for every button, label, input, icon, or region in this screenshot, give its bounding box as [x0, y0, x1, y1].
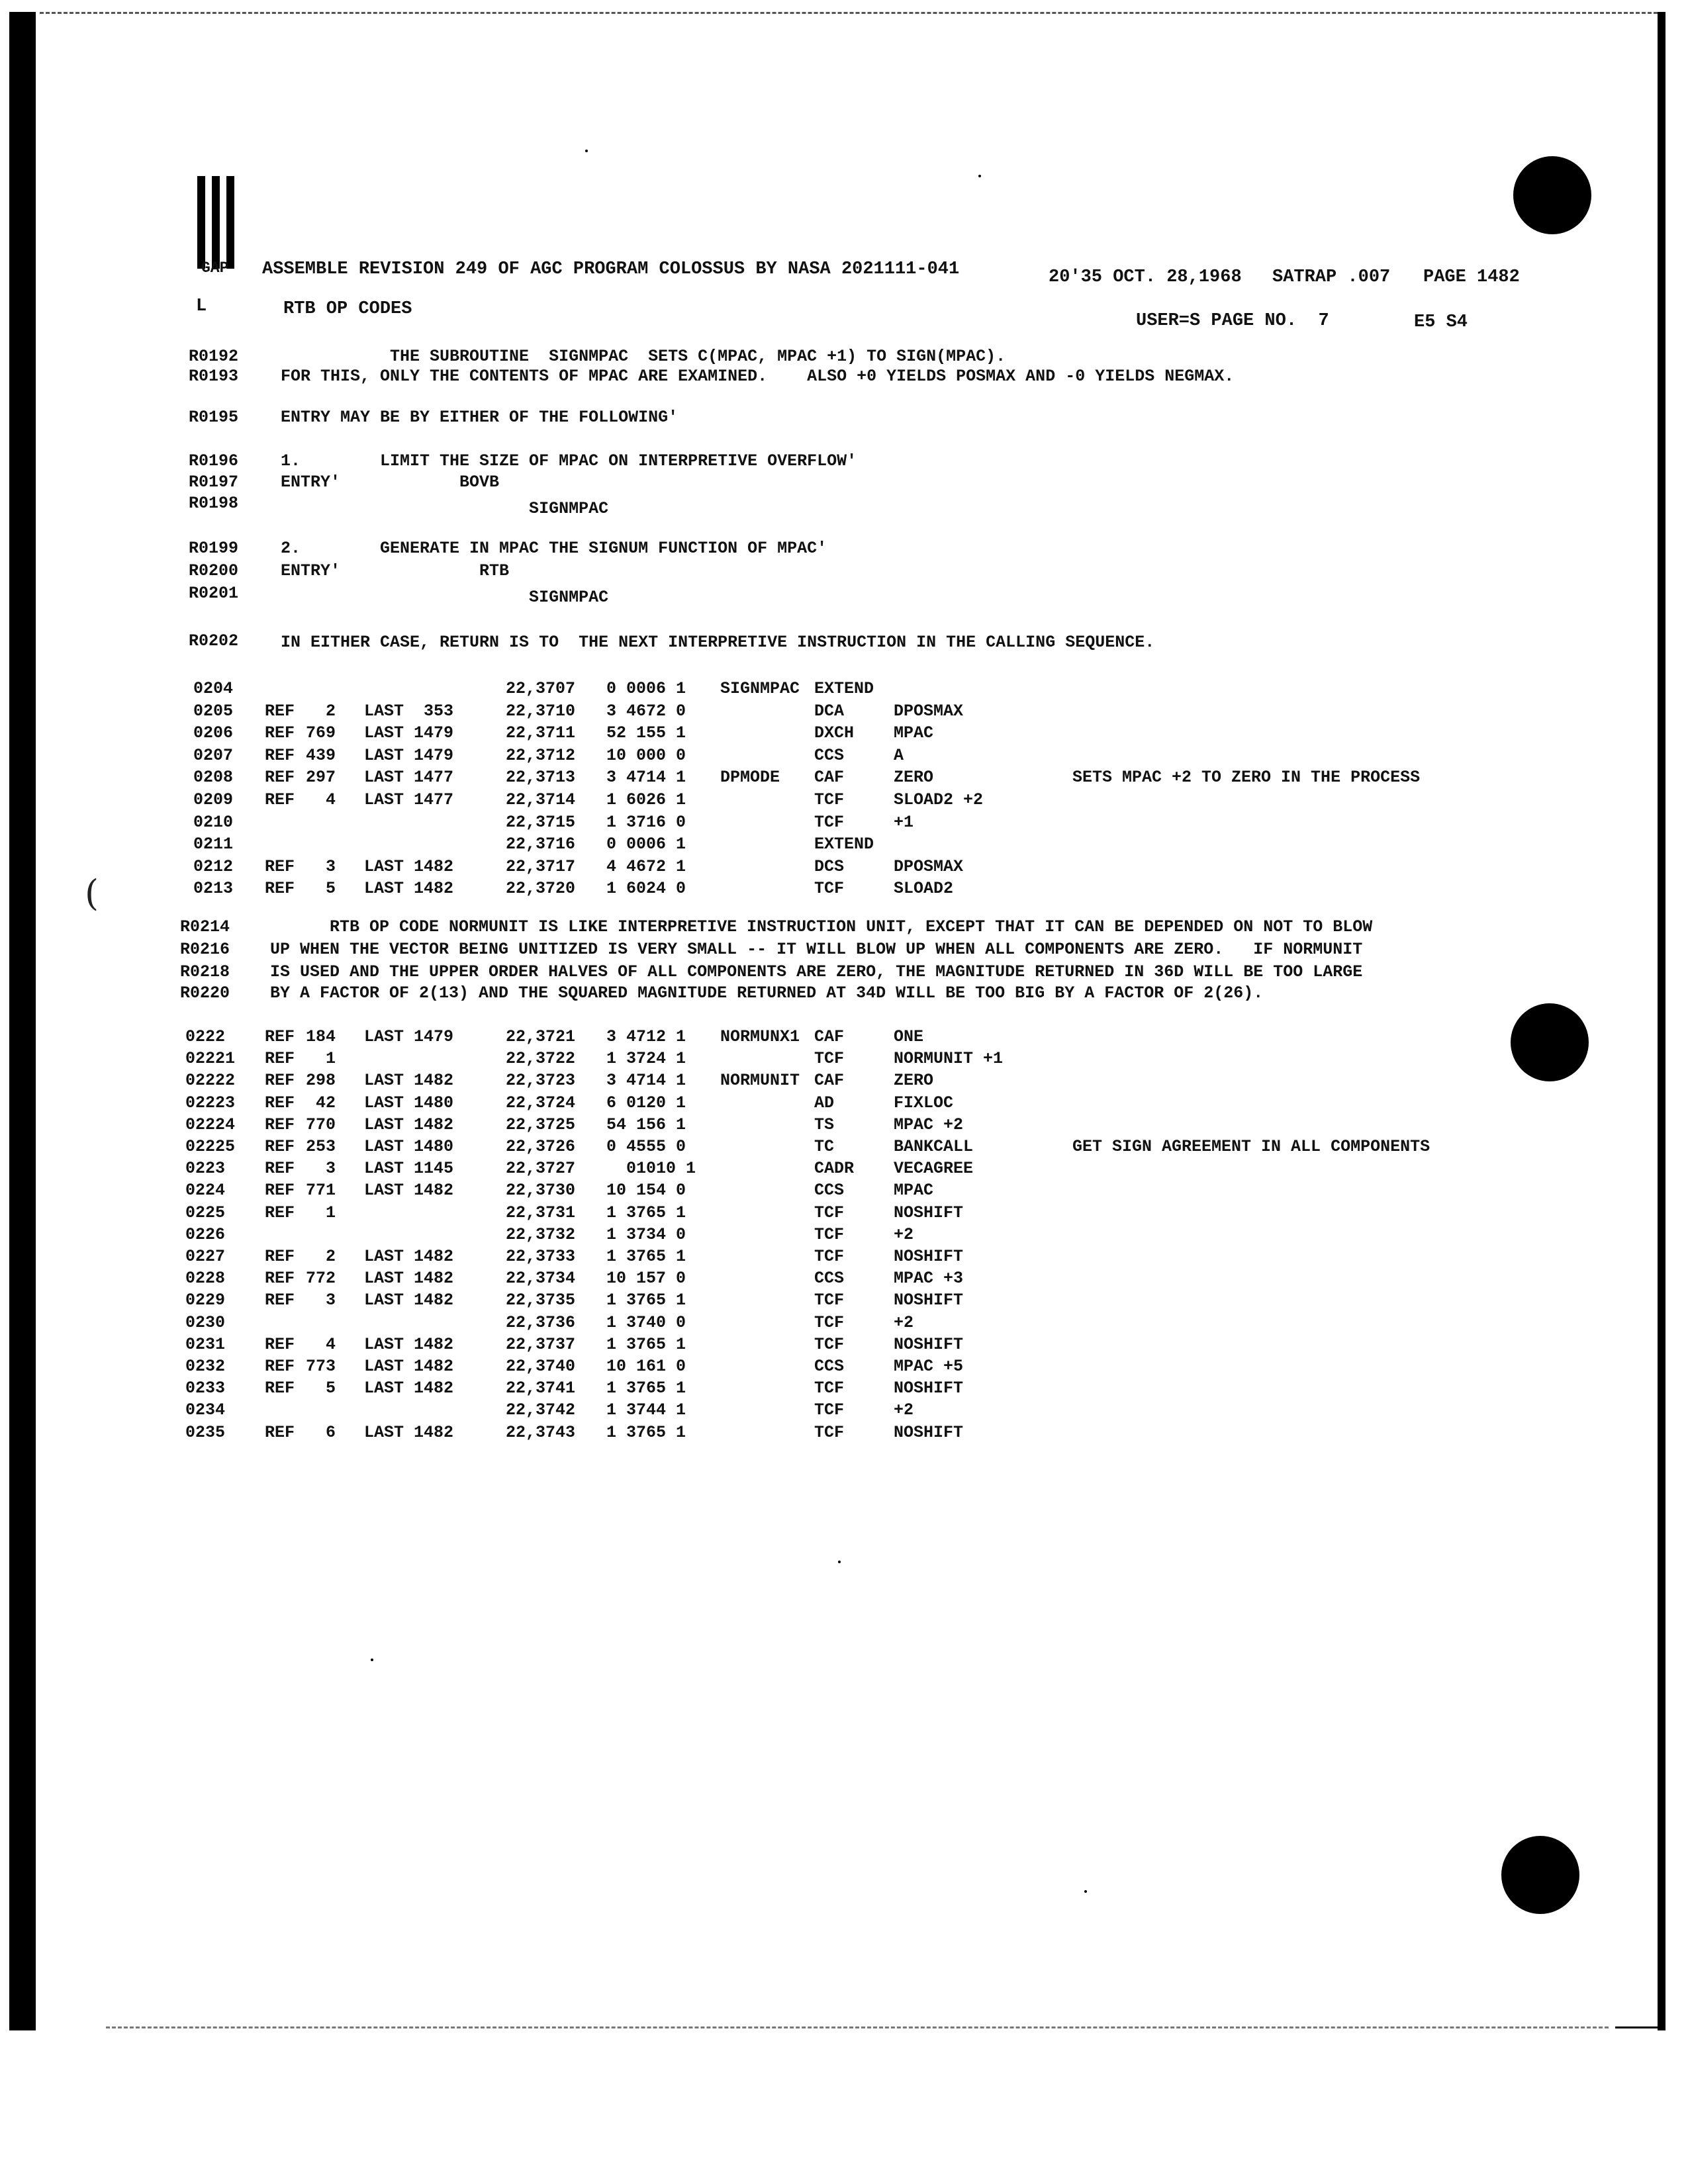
comment-line: IS USED AND THE UPPER ORDER HALVES OF ALL COMPONENTS ARE ZERO, THE MAGNITUDE RETURNED IN 36D WILL BE TOO LARGE: [270, 962, 1363, 981]
address: 22,3730: [506, 1181, 576, 1201]
opcode: EXTEND: [814, 679, 874, 698]
comment-line: FOR THIS, ONLY THE CONTENTS OF MPAC ARE EXAMINED. ALSO +0 YIELDS POSMAX AND -0 YIELDS NEGMAX.: [281, 367, 1235, 386]
comment-line: BY A FACTOR OF 2(13) AND THE SQUARED MAGNITUDE RETURNED AT 34D WILL BE TOO BIG BY A FACTOR OF 2(26).: [270, 983, 1264, 1003]
ref-count: 439: [306, 745, 336, 765]
operand: DPOSMAX: [894, 701, 964, 721]
opcode: EXTEND: [814, 835, 874, 854]
address: 22,3743: [506, 1422, 576, 1442]
octal-word: 1 3765 1: [606, 1334, 686, 1354]
ref-number: R0216: [180, 940, 230, 959]
ref-keyword: REF: [265, 1181, 295, 1201]
top-perforation-line: [40, 12, 1658, 14]
last-reference: LAST 1482: [364, 1379, 454, 1398]
ref-keyword: REF: [265, 723, 295, 743]
ref-keyword: REF: [265, 1334, 295, 1354]
address: 22,3717: [506, 856, 576, 876]
opcode: TCF: [814, 879, 845, 899]
speck: [1084, 1890, 1087, 1893]
line-number: 0206: [193, 723, 234, 743]
tally-marks-icon: [197, 176, 238, 269]
ref-count: 770: [306, 1115, 336, 1134]
header-title: ASSEMBLE REVISION 249 OF AGC PROGRAM COLOSSUS BY NASA 2021111-041: [262, 259, 960, 279]
octal-word: 1 6024 0: [606, 879, 686, 899]
address: 22,3720: [506, 879, 576, 899]
ref-keyword: REF: [265, 1203, 295, 1222]
operand: NOSHIFT: [894, 1247, 964, 1266]
comment-line: SIGNMPAC: [281, 499, 609, 518]
opcode: TCF: [814, 1379, 845, 1398]
label: SIGNMPAC: [720, 679, 800, 698]
header-timestamp: 20'35 OCT. 28,1968: [1049, 267, 1242, 287]
comment-line: 1. LIMIT THE SIZE OF MPAC ON INTERPRETIVE OVERFLOW': [281, 451, 857, 471]
address: 22,3742: [506, 1400, 576, 1420]
opcode: TCF: [814, 1312, 845, 1332]
opcode: CAF: [814, 1071, 845, 1091]
address: 22,3723: [506, 1071, 576, 1091]
user-page-number: USER=S PAGE NO. 7: [1136, 311, 1329, 331]
line-number: 02222: [185, 1071, 236, 1091]
line-number: 0234: [185, 1400, 226, 1420]
operand: +2: [894, 1312, 914, 1332]
ref-keyword: REF: [265, 745, 295, 765]
octal-word: 10 154 0: [606, 1181, 686, 1201]
ref-count: 3: [326, 1291, 336, 1310]
comment-line: IN EITHER CASE, RETURN IS TO THE NEXT INTERPRETIVE INSTRUCTION IN THE CALLING SEQUENCE.: [281, 633, 1155, 652]
line-number: 0207: [193, 745, 234, 765]
ref-keyword: REF: [265, 1137, 295, 1156]
operand: DPOSMAX: [894, 856, 964, 876]
ref-number: R0196: [189, 451, 239, 471]
ref-count: 297: [306, 768, 336, 788]
header-marker: GAP: [201, 259, 229, 277]
line-number: 0210: [193, 812, 234, 832]
operand: MPAC +2: [894, 1115, 964, 1134]
operand: NOSHIFT: [894, 1203, 964, 1222]
octal-word: 1 3734 0: [606, 1224, 686, 1244]
ref-keyword: REF: [265, 1115, 295, 1134]
last-reference: LAST 1482: [364, 1422, 454, 1442]
octal-word: 1 3765 1: [606, 1291, 686, 1310]
comment-line: RTB OP CODE NORMUNIT IS LIKE INTERPRETIVE INSTRUCTION UNIT, EXCEPT THAT IT CAN BE DEPENDED ON NOT TO BLOW: [270, 917, 1373, 936]
last-reference: LAST 1477: [364, 790, 454, 809]
address: 22,3713: [506, 768, 576, 788]
ref-keyword: REF: [265, 1269, 295, 1289]
address: 22,3712: [506, 745, 576, 765]
ref-keyword: REF: [265, 1357, 295, 1376]
operand: +1: [894, 812, 914, 832]
line-number: 0230: [185, 1312, 226, 1332]
octal-word: 4 4672 1: [606, 856, 686, 876]
line-number: 0204: [193, 679, 234, 698]
ref-count: 184: [306, 1027, 336, 1046]
operand: NOSHIFT: [894, 1379, 964, 1398]
ref-keyword: REF: [265, 1291, 295, 1310]
line-number: 0225: [185, 1203, 226, 1222]
address: 22,3736: [506, 1312, 576, 1332]
address: 22,3726: [506, 1137, 576, 1156]
ref-keyword: REF: [265, 1027, 295, 1046]
address: 22,3724: [506, 1093, 576, 1113]
opcode: CCS: [814, 1357, 845, 1376]
octal-word: 1 3765 1: [606, 1247, 686, 1266]
ref-number: R0200: [189, 561, 239, 580]
octal-word: 1 3765 1: [606, 1422, 686, 1442]
opcode: TC: [814, 1137, 835, 1156]
last-reference: LAST 1479: [364, 723, 454, 743]
ref-number: R0214: [180, 917, 230, 936]
comment-line: ENTRY' BOVB: [281, 473, 500, 492]
opcode: DCA: [814, 701, 845, 721]
line-number: 0231: [185, 1334, 226, 1354]
left-border-bar: [9, 12, 36, 2030]
last-reference: LAST 1482: [364, 1334, 454, 1354]
section-title: RTB OP CODES: [283, 299, 412, 319]
opcode: TCF: [814, 812, 845, 832]
line-number: 0209: [193, 790, 234, 809]
last-reference: LAST 1482: [364, 1269, 454, 1289]
line-number: 0226: [185, 1224, 226, 1244]
ref-count: 3: [326, 856, 336, 876]
line-number: 0208: [193, 768, 234, 788]
ref-count: 4: [326, 790, 336, 809]
last-reference: LAST 1479: [364, 1027, 454, 1046]
opcode: DXCH: [814, 723, 855, 743]
ref-count: 772: [306, 1269, 336, 1289]
octal-word: 0 4555 0: [606, 1137, 686, 1156]
octal-word: 3 4712 1: [606, 1027, 686, 1046]
ref-keyword: REF: [265, 1093, 295, 1113]
label: DPMODE: [720, 768, 780, 788]
address: 22,3715: [506, 812, 576, 832]
ref-count: 769: [306, 723, 336, 743]
comment-line: ENTRY' RTB: [281, 561, 510, 580]
right-border-bar: [1658, 12, 1665, 2030]
operand: NOSHIFT: [894, 1334, 964, 1354]
address: 22,3714: [506, 790, 576, 809]
stray-paren-mark: (: [85, 872, 99, 914]
bottom-perforation-line: [106, 2026, 1609, 2028]
ref-count: 298: [306, 1071, 336, 1091]
line-number: 0235: [185, 1422, 226, 1442]
opcode: TCF: [814, 1247, 845, 1266]
octal-word: 6 0120 1: [606, 1093, 686, 1113]
comment-line: THE SUBROUTINE SIGNMPAC SETS C(MPAC, MPAC +1) TO SIGN(MPAC).: [281, 347, 1006, 366]
opcode: CADR: [814, 1159, 855, 1179]
ref-number: R0201: [189, 584, 239, 603]
last-reference: LAST 1480: [364, 1137, 454, 1156]
octal-word: 10 000 0: [606, 745, 686, 765]
last-reference: LAST 1479: [364, 745, 454, 765]
speck: [978, 175, 981, 177]
ref-count: 771: [306, 1181, 336, 1201]
speck: [585, 150, 588, 152]
address: 22,3732: [506, 1224, 576, 1244]
last-reference: LAST 1482: [364, 1357, 454, 1376]
ref-count: 2: [326, 1247, 336, 1266]
octal-word: 10 157 0: [606, 1269, 686, 1289]
last-reference: LAST 1480: [364, 1093, 454, 1113]
ref-keyword: REF: [265, 1049, 295, 1069]
comment-line: UP WHEN THE VECTOR BEING UNITIZED IS VERY SMALL -- IT WILL BLOW UP WHEN ALL COMPONENTS ARE ZERO. IF NORMUNIT: [270, 940, 1363, 959]
address: 22,3737: [506, 1334, 576, 1354]
address: 22,3741: [506, 1379, 576, 1398]
opcode: TCF: [814, 1422, 845, 1442]
ref-keyword: REF: [265, 879, 295, 899]
line-number: 0228: [185, 1269, 226, 1289]
last-reference: LAST 1477: [364, 768, 454, 788]
header-page: PAGE 1482: [1423, 267, 1520, 287]
ref-count: 3: [326, 1159, 336, 1179]
ref-number: R0199: [189, 539, 239, 558]
address: 22,3716: [506, 835, 576, 854]
line-number: 0213: [193, 879, 234, 899]
ref-number: R0218: [180, 962, 230, 981]
ref-count: 253: [306, 1137, 336, 1156]
operand: A: [894, 745, 904, 765]
ref-keyword: REF: [265, 768, 295, 788]
ref-count: 1: [326, 1203, 336, 1222]
line-number: 0224: [185, 1181, 226, 1201]
comment-line: SIGNMPAC: [281, 588, 609, 607]
inline-comment: SETS MPAC +2 TO ZERO IN THE PROCESS: [1072, 768, 1421, 788]
ref-count: 2: [326, 701, 336, 721]
operand: ONE: [894, 1027, 924, 1046]
ref-number: R0195: [189, 408, 239, 427]
octal-word: 1 3744 1: [606, 1400, 686, 1420]
ref-count: 773: [306, 1357, 336, 1376]
ref-number: R0202: [189, 631, 239, 651]
operand: MPAC: [894, 1181, 934, 1201]
octal-word: 0 0006 1: [606, 835, 686, 854]
address: 22,3740: [506, 1357, 576, 1376]
octal-word: 52 155 1: [606, 723, 686, 743]
octal-word: 3 4714 1: [606, 768, 686, 788]
punch-hole-icon: [1513, 156, 1591, 234]
line-number: 02223: [185, 1093, 236, 1113]
opcode: CCS: [814, 1181, 845, 1201]
operand: SLOAD2: [894, 879, 954, 899]
line-number: 0227: [185, 1247, 226, 1266]
last-reference: LAST 1482: [364, 879, 454, 899]
subheader-tag: L: [196, 296, 207, 316]
address: 22,3725: [506, 1115, 576, 1134]
ref-count: 5: [326, 1379, 336, 1398]
octal-word: 1 3724 1: [606, 1049, 686, 1069]
octal-word: 01010 1: [606, 1159, 696, 1179]
operand: NOSHIFT: [894, 1291, 964, 1310]
operand: ZERO: [894, 1071, 934, 1091]
octal-word: 3 4714 1: [606, 1071, 686, 1091]
opcode: TCF: [814, 1224, 845, 1244]
line-number: 02225: [185, 1137, 236, 1156]
punch-hole-icon: [1501, 1836, 1579, 1914]
octal-word: 1 6026 1: [606, 790, 686, 809]
operand: MPAC: [894, 723, 934, 743]
ref-keyword: REF: [265, 1071, 295, 1091]
address: 22,3711: [506, 723, 576, 743]
opcode: TCF: [814, 1049, 845, 1069]
opcode: DCS: [814, 856, 845, 876]
opcode: CAF: [814, 768, 845, 788]
line-number: 0223: [185, 1159, 226, 1179]
octal-word: 3 4672 0: [606, 701, 686, 721]
last-reference: LAST 1482: [364, 1181, 454, 1201]
ref-number: R0198: [189, 494, 239, 513]
line-number: 0232: [185, 1357, 226, 1376]
last-reference: LAST 1482: [364, 1291, 454, 1310]
address: 22,3707: [506, 679, 576, 698]
opcode: CAF: [814, 1027, 845, 1046]
address: 22,3727: [506, 1159, 576, 1179]
speck: [838, 1561, 841, 1563]
ref-keyword: REF: [265, 1159, 295, 1179]
header-satrap: SATRAP .007: [1272, 267, 1391, 287]
opcode: AD: [814, 1093, 835, 1113]
ref-number: R0197: [189, 473, 239, 492]
octal-word: 10 161 0: [606, 1357, 686, 1376]
operand: +2: [894, 1224, 914, 1244]
opcode: TS: [814, 1115, 835, 1134]
last-reference: LAST 1482: [364, 1071, 454, 1091]
opcode: TCF: [814, 1291, 845, 1310]
operand: BANKCALL: [894, 1137, 974, 1156]
octal-word: 0 0006 1: [606, 679, 686, 698]
last-reference: LAST 1482: [364, 856, 454, 876]
ref-number: R0192: [189, 347, 239, 366]
ref-count: 5: [326, 879, 336, 899]
line-number: 02224: [185, 1115, 236, 1134]
octal-word: 1 3716 0: [606, 812, 686, 832]
opcode: TCF: [814, 1203, 845, 1222]
opcode: CCS: [814, 745, 845, 765]
comment-line: ENTRY MAY BE BY EITHER OF THE FOLLOWING': [281, 408, 679, 427]
address: 22,3710: [506, 701, 576, 721]
last-reference: LAST 1145: [364, 1159, 454, 1179]
octal-word: 54 156 1: [606, 1115, 686, 1134]
ref-keyword: REF: [265, 1379, 295, 1398]
octal-word: 1 3740 0: [606, 1312, 686, 1332]
line-number: 0222: [185, 1027, 226, 1046]
ref-count: 6: [326, 1422, 336, 1442]
bottom-edge-segment: [1615, 2026, 1662, 2028]
line-number: 0233: [185, 1379, 226, 1398]
operand: NOSHIFT: [894, 1422, 964, 1442]
line-number: 0211: [193, 835, 234, 854]
operand: SLOAD2 +2: [894, 790, 984, 809]
comment-line: 2. GENERATE IN MPAC THE SIGNUM FUNCTION OF MPAC': [281, 539, 827, 558]
operand: ZERO: [894, 768, 934, 788]
ref-keyword: REF: [265, 1422, 295, 1442]
ref-keyword: REF: [265, 790, 295, 809]
speck: [371, 1659, 373, 1661]
ref-count: 1: [326, 1049, 336, 1069]
operand: VECAGREE: [894, 1159, 974, 1179]
octal-word: 1 3765 1: [606, 1203, 686, 1222]
ref-count: 42: [316, 1093, 336, 1113]
ref-keyword: REF: [265, 856, 295, 876]
opcode: TCF: [814, 1400, 845, 1420]
address: 22,3731: [506, 1203, 576, 1222]
inline-comment: GET SIGN AGREEMENT IN ALL COMPONENTS: [1072, 1137, 1430, 1156]
address: 22,3733: [506, 1247, 576, 1266]
ref-number: R0220: [180, 983, 230, 1003]
opcode: TCF: [814, 1334, 845, 1354]
opcode: CCS: [814, 1269, 845, 1289]
address: 22,3735: [506, 1291, 576, 1310]
line-number: 0205: [193, 701, 234, 721]
ref-keyword: REF: [265, 1247, 295, 1266]
ref-keyword: REF: [265, 701, 295, 721]
last-reference: LAST 353: [364, 701, 454, 721]
last-reference: LAST 1482: [364, 1247, 454, 1266]
label: NORMUNX1: [720, 1027, 800, 1046]
address: 22,3721: [506, 1027, 576, 1046]
line-number: 02221: [185, 1049, 236, 1069]
punch-hole-icon: [1511, 1003, 1589, 1081]
operand: +2: [894, 1400, 914, 1420]
operand: MPAC +3: [894, 1269, 964, 1289]
bank-code: E5 S4: [1414, 312, 1468, 332]
label: NORMUNIT: [720, 1071, 800, 1091]
ref-count: 4: [326, 1334, 336, 1354]
address: 22,3734: [506, 1269, 576, 1289]
operand: MPAC +5: [894, 1357, 964, 1376]
line-number: 0212: [193, 856, 234, 876]
opcode: TCF: [814, 790, 845, 809]
address: 22,3722: [506, 1049, 576, 1069]
ref-number: R0193: [189, 367, 239, 386]
octal-word: 1 3765 1: [606, 1379, 686, 1398]
operand: NORMUNIT +1: [894, 1049, 1004, 1069]
line-number: 0229: [185, 1291, 226, 1310]
operand: FIXLOC: [894, 1093, 954, 1113]
last-reference: LAST 1482: [364, 1115, 454, 1134]
